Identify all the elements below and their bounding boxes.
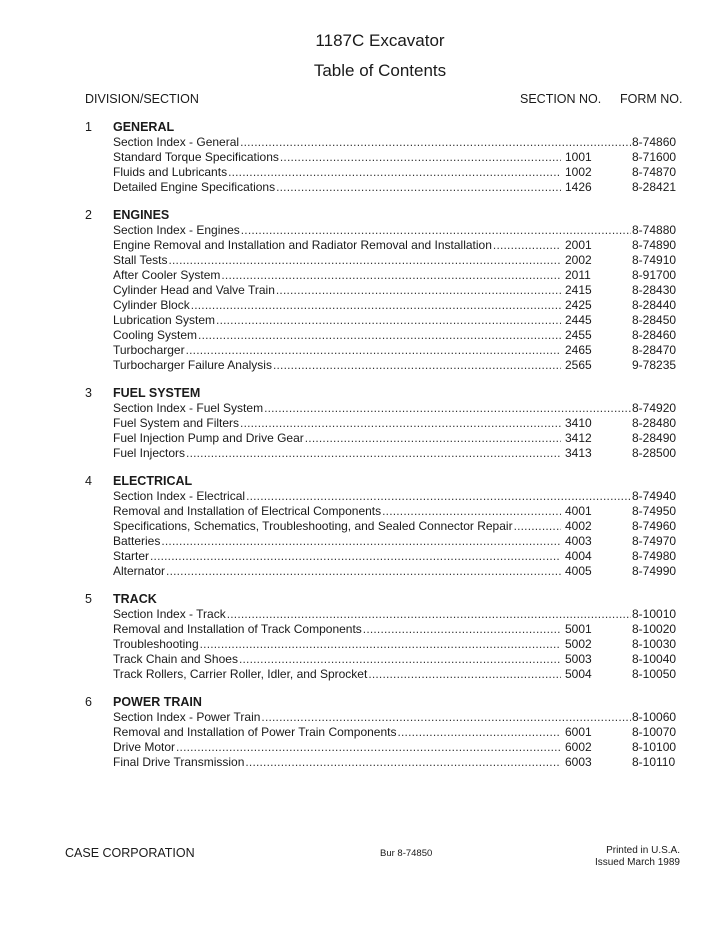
toc-entry-leader [113, 283, 561, 298]
toc-entry-leader [113, 253, 561, 268]
toc-entry-title: Cylinder Block [113, 298, 190, 312]
toc-entry [0, 150, 720, 165]
toc-entry-form-no: 8-74920 [632, 401, 677, 415]
toc-entry-form-no: 8-10010 [632, 607, 677, 621]
dot-leader [227, 607, 631, 622]
toc-entry-form-no: 9-78235 [632, 358, 677, 372]
toc-entry-title: Detailed Engine Specifications [113, 180, 276, 194]
toc-entry-section-no: 3410 [565, 416, 592, 430]
toc-entry-section-no: 6002 [565, 740, 592, 754]
column-header-division: DIVISION/SECTION [85, 92, 199, 106]
toc-entry-title: Track Rollers, Carrier Roller, Idler, and Sprocket [113, 667, 368, 681]
toc-entry-title: Turbocharger [113, 343, 185, 357]
toc-entry-leader [113, 607, 631, 622]
document-subtitle: Table of Contents [313, 61, 447, 80]
footer-bur-number: Bur 8-74850 [380, 848, 433, 859]
toc-entry-title: Section Index - Electrical [113, 489, 246, 503]
toc-entry-leader [113, 725, 561, 740]
toc-entry-leader [113, 504, 561, 519]
toc-entry [0, 534, 720, 549]
toc-entry-section-no: 6001 [565, 725, 592, 739]
toc-entry-leader [113, 401, 631, 416]
toc-entry-leader [113, 343, 561, 358]
toc-entry [0, 180, 720, 195]
dot-leader [228, 165, 561, 180]
toc-entry [0, 622, 720, 637]
toc-division [0, 120, 720, 195]
toc-entry-leader [113, 268, 561, 283]
toc-entry-title: Alternator [113, 564, 166, 578]
toc-entry-title: Removal and Installation of Power Train Components [113, 725, 397, 739]
dot-leader [245, 755, 561, 770]
dot-leader [240, 416, 561, 431]
toc-entry-title: Final Drive Transmission [113, 755, 245, 769]
toc-division [0, 592, 720, 682]
toc-entry [0, 740, 720, 755]
footer-issued: Issued March 1989 [594, 857, 680, 868]
dot-leader [176, 740, 561, 755]
toc-entry-form-no: 8-74990 [632, 564, 677, 578]
toc-entry-title: Fluids and Lubricants [113, 165, 228, 179]
toc-entry-form-no: 8-74870 [632, 165, 677, 179]
toc-entry-section-no: 4002 [565, 519, 592, 533]
dot-leader [368, 667, 561, 682]
toc-entry-title: Fuel System and Filters [113, 416, 240, 430]
toc-entry-form-no: 8-28470 [632, 343, 677, 357]
toc-entry-form-no: 8-74960 [632, 519, 677, 533]
dot-leader [200, 637, 561, 652]
toc-entry-leader [113, 549, 561, 564]
dot-leader [276, 283, 561, 298]
toc-entry-section-no: 4004 [565, 549, 592, 563]
toc-entry-title: Batteries [113, 534, 161, 548]
toc-entry [0, 489, 720, 504]
toc-entry-section-no: 2001 [565, 238, 592, 252]
toc-entry-section-no: 2445 [565, 313, 592, 327]
toc-entry-leader [113, 622, 561, 637]
toc-entry [0, 253, 720, 268]
toc-entry-leader [113, 652, 561, 667]
toc-entry-title: Removal and Installation of Track Components [113, 622, 362, 636]
toc-entry-leader [113, 180, 561, 195]
division-name: ELECTRICAL [113, 474, 193, 488]
toc-entry-section-no: 3413 [565, 446, 592, 460]
toc-entry-form-no: 8-74980 [632, 549, 677, 563]
footer-printed: Printed in U.S.A. [606, 845, 680, 856]
dot-leader [216, 313, 561, 328]
toc-entry-title: Drive Motor [113, 740, 176, 754]
division-number: 2 [85, 208, 92, 222]
toc-entry [0, 135, 720, 150]
toc-entry-form-no: 8-28430 [632, 283, 677, 297]
dot-leader [168, 253, 561, 268]
toc-entry-section-no: 4005 [565, 564, 592, 578]
toc-entry-form-no: 8-74910 [632, 253, 677, 267]
toc-entry-section-no: 2455 [565, 328, 592, 342]
toc-entry-form-no: 8-10070 [632, 725, 677, 739]
toc-entry [0, 298, 720, 313]
toc-entry [0, 755, 720, 770]
dot-leader [239, 652, 561, 667]
column-header-section-no: SECTION NO. [520, 92, 602, 106]
toc-entry [0, 358, 720, 373]
toc-entry-section-no: 2002 [565, 253, 592, 267]
toc-entry-title: Fuel Injectors [113, 446, 186, 460]
toc-entry-section-no: 4003 [565, 534, 592, 548]
toc-entry-leader [113, 431, 561, 446]
toc-entry-title: Turbocharger Failure Analysis [113, 358, 272, 372]
toc-entry [0, 637, 720, 652]
toc-entry [0, 283, 720, 298]
dot-leader [166, 564, 561, 579]
toc-entry-form-no: 8-10050 [632, 667, 677, 681]
toc-entry-form-no: 8-28480 [632, 416, 677, 430]
toc-entry-leader [113, 534, 561, 549]
toc-division [0, 695, 720, 770]
toc-entry-form-no: 8-10040 [632, 652, 677, 666]
toc-entry [0, 725, 720, 740]
toc-entry-leader [113, 667, 561, 682]
toc-entry-title: Track Chain and Shoes [113, 652, 238, 666]
toc-entry-form-no: 8-28490 [632, 431, 677, 445]
toc-entry [0, 710, 720, 725]
division-name: GENERAL [113, 120, 175, 134]
toc-entry-leader [113, 328, 561, 343]
toc-entry-form-no: 8-91700 [632, 268, 677, 282]
toc-entry-title: Section Index - Engines [113, 223, 240, 237]
toc-entry [0, 667, 720, 682]
toc-entry-section-no: 1001 [565, 150, 592, 164]
toc-entry-section-no: 5002 [565, 637, 592, 651]
toc-entry [0, 343, 720, 358]
dot-leader [186, 343, 561, 358]
dot-leader [514, 519, 561, 534]
toc-entry-title: Cooling System [113, 328, 198, 342]
division-number: 3 [85, 386, 92, 400]
toc-entry-title: Specifications, Schematics, Troubleshooting, and Sealed Connector Repair [113, 519, 513, 533]
toc-entry-section-no: 4001 [565, 504, 592, 518]
toc-entry [0, 313, 720, 328]
toc-division [0, 208, 720, 373]
toc-entry-title: Stall Tests [113, 253, 168, 267]
toc-entry-section-no: 5003 [565, 652, 592, 666]
toc-entry [0, 401, 720, 416]
division-number: 1 [85, 120, 92, 134]
toc-entry-form-no: 8-74890 [632, 238, 677, 252]
toc-entry-leader [113, 446, 561, 461]
toc-entry-leader [113, 150, 561, 165]
toc-entry-form-no: 8-28500 [632, 446, 677, 460]
dot-leader [186, 446, 561, 461]
toc-entry [0, 446, 720, 461]
toc-entry-form-no: 8-28421 [632, 180, 677, 194]
dot-leader [191, 298, 561, 313]
toc-entry-leader [113, 637, 561, 652]
toc-entry-form-no: 8-10030 [632, 637, 677, 651]
dot-leader [240, 135, 631, 150]
toc-entry-title: Troubleshooting [113, 637, 199, 651]
toc-entry-section-no: 2425 [565, 298, 592, 312]
dot-leader [305, 431, 561, 446]
toc-entry [0, 431, 720, 446]
toc-entry [0, 268, 720, 283]
toc-entry-form-no: 8-74970 [632, 534, 677, 548]
toc-entry-title: Engine Removal and Installation and Radiator Removal and Installation [113, 238, 492, 252]
dot-leader [161, 534, 561, 549]
toc-entry-title: Lubrication System [113, 313, 216, 327]
dot-leader [280, 150, 561, 165]
toc-entry-form-no: 8-10110 [632, 755, 676, 769]
footer-company: CASE CORPORATION [65, 846, 195, 860]
toc-entry-leader [113, 358, 561, 373]
dot-leader [493, 238, 561, 253]
toc-entry-form-no: 8-28440 [632, 298, 677, 312]
toc-entry-section-no: 2011 [565, 268, 591, 282]
toc-entry-form-no: 8-10020 [632, 622, 677, 636]
toc-entry-section-no: 1426 [565, 180, 592, 194]
toc-entry-leader [113, 135, 631, 150]
toc-divisions [0, 120, 720, 783]
toc-entry-section-no: 2415 [565, 283, 592, 297]
toc-entry [0, 416, 720, 431]
toc-entry-form-no: 8-74940 [632, 489, 677, 503]
toc-entry-form-no: 8-28450 [632, 313, 677, 327]
toc-entry-section-no: 5004 [565, 667, 592, 681]
toc-entry [0, 328, 720, 343]
toc-entry-section-no: 2465 [565, 343, 592, 357]
division-name: ENGINES [113, 208, 170, 222]
toc-entry-title: Starter [113, 549, 150, 563]
toc-entry [0, 564, 720, 579]
toc-entry-title: Cylinder Head and Valve Train [113, 283, 275, 297]
toc-entry-leader [113, 489, 631, 504]
dot-leader [397, 725, 561, 740]
toc-entry-leader [113, 223, 631, 238]
toc-entry-leader [113, 298, 561, 313]
toc-entry-section-no: 3412 [565, 431, 592, 445]
toc-entry-leader [113, 710, 631, 725]
toc-entry [0, 519, 720, 534]
toc-entry-section-no: 5001 [565, 622, 592, 636]
toc-entry-title: After Cooler System [113, 268, 221, 282]
division-name: FUEL SYSTEM [113, 386, 201, 400]
toc-entry-leader [113, 519, 561, 534]
dot-leader [221, 268, 561, 283]
toc-entry-leader [113, 165, 561, 180]
toc-entry-section-no: 1002 [565, 165, 592, 179]
toc-entry-title: Section Index - General [113, 135, 240, 149]
toc-entry-section-no: 6003 [565, 755, 592, 769]
dot-leader [264, 401, 631, 416]
toc-entry-title: Standard Torque Specifications [113, 150, 279, 164]
document-title: 1187C Excavator [315, 31, 445, 50]
toc-entry-section-no: 2565 [565, 358, 592, 372]
toc-entry-form-no: 8-10060 [632, 710, 677, 724]
dot-leader [241, 223, 631, 238]
dot-leader [363, 622, 561, 637]
toc-entry [0, 607, 720, 622]
toc-entry-form-no: 8-74880 [632, 223, 677, 237]
toc-division [0, 474, 720, 579]
toc-entry-leader [113, 313, 561, 328]
toc-entry-title: Removal and Installation of Electrical Components [113, 504, 382, 518]
toc-entry-leader [113, 755, 561, 770]
toc-entry-form-no: 8-71600 [632, 150, 677, 164]
toc-entry [0, 165, 720, 180]
division-name: POWER TRAIN [113, 695, 202, 709]
toc-entry [0, 549, 720, 564]
toc-division [0, 386, 720, 461]
toc-entry-leader [113, 564, 561, 579]
toc-entry-title: Section Index - Track [113, 607, 226, 621]
toc-entry-title: Section Index - Power Train [113, 710, 261, 724]
division-number: 4 [85, 474, 92, 488]
toc-entry-form-no: 8-74860 [632, 135, 677, 149]
division-number: 6 [85, 695, 92, 709]
dot-leader [273, 358, 561, 373]
dot-leader [261, 710, 631, 725]
column-header-form-no: FORM NO. [620, 92, 683, 106]
toc-entry [0, 223, 720, 238]
dot-leader [246, 489, 631, 504]
footer-print-info [560, 845, 680, 869]
toc-entry-form-no: 8-10100 [632, 740, 677, 754]
toc-entry-leader [113, 238, 561, 253]
dot-leader [198, 328, 561, 343]
toc-entry-form-no: 8-28460 [632, 328, 677, 342]
toc-entry [0, 652, 720, 667]
toc-entry [0, 504, 720, 519]
toc-entry [0, 238, 720, 253]
division-name: TRACK [113, 592, 157, 606]
dot-leader [276, 180, 561, 195]
toc-entry-form-no: 8-74950 [632, 504, 677, 518]
toc-entry-leader [113, 416, 561, 431]
toc-entry-title: Fuel Injection Pump and Drive Gear [113, 431, 304, 445]
dot-leader [382, 504, 561, 519]
toc-entry-leader [113, 740, 561, 755]
division-number: 5 [85, 592, 92, 606]
toc-entry-title: Section Index - Fuel System [113, 401, 264, 415]
dot-leader [150, 549, 561, 564]
